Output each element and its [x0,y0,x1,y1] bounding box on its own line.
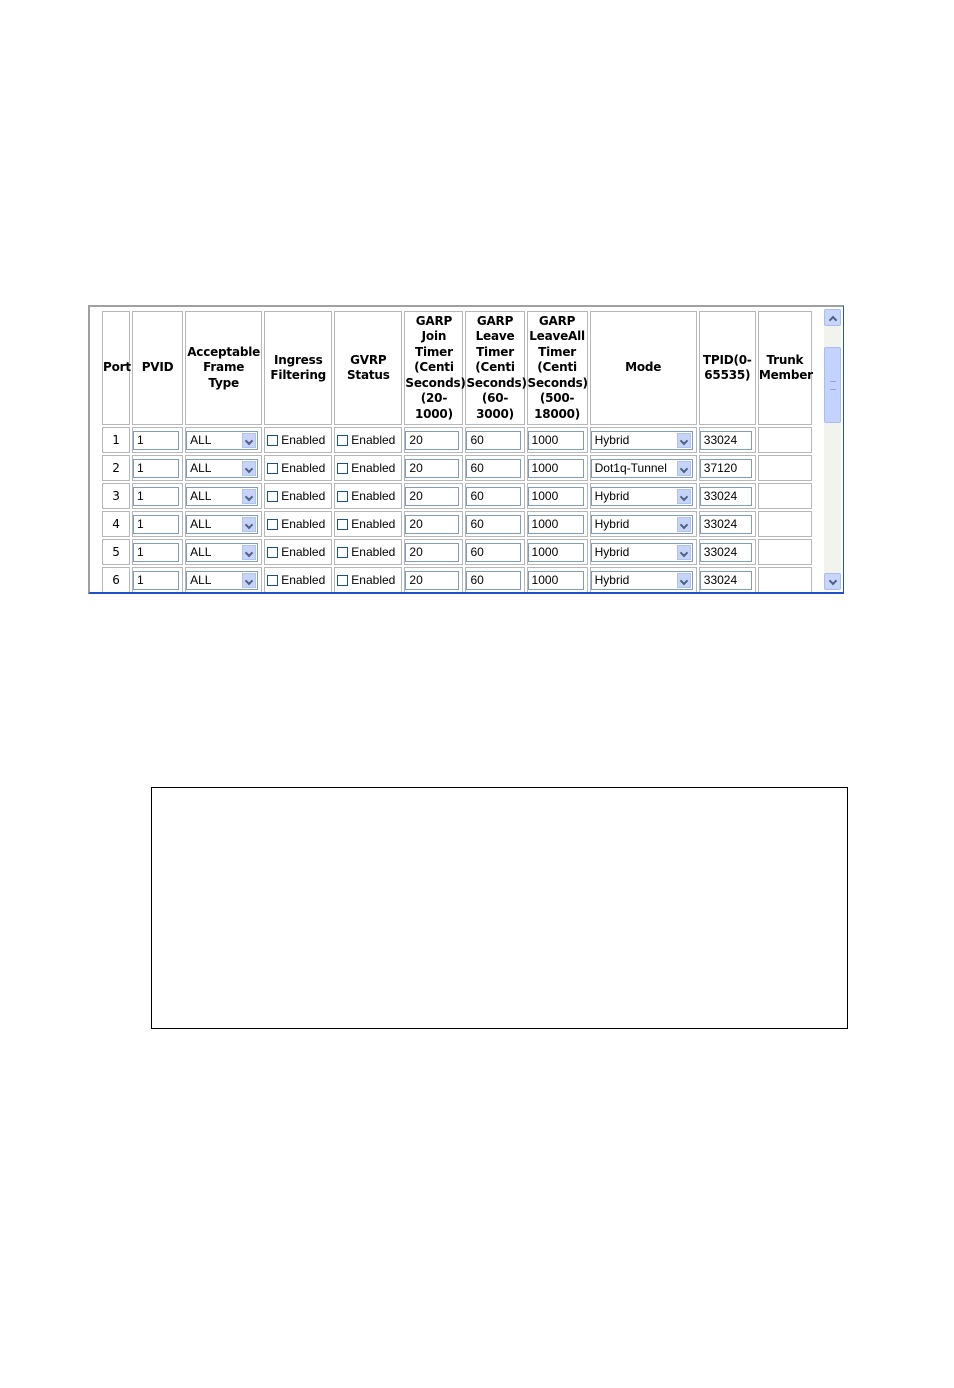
header-line: (Centi [537,360,577,375]
pvid-input[interactable]: 1 [133,543,179,562]
header-line: Mode [625,360,662,375]
ingress-filtering-checkbox-label: Enabled [281,433,326,447]
garp-join-cell [404,455,463,481]
garp-leave-input[interactable]: 60 [466,543,520,562]
ingress-filtering-cell [264,483,332,509]
header-line: Seconds) [466,375,527,390]
vertical-scrollbar[interactable] [824,309,841,590]
header-frame-type [185,311,262,425]
ingress-filtering-cell [264,567,332,593]
ingress-filtering-checkbox-box[interactable] [267,575,278,586]
mode-cell [590,539,697,565]
garp-leave-input[interactable]: 60 [466,571,520,590]
gvrp-status-checkbox-box[interactable] [337,491,348,502]
frame-type-select-value: ALL [190,572,212,587]
gvrp-status-cell [334,567,402,593]
chevron-up-icon[interactable] [824,309,841,326]
pvid-cell [132,511,183,537]
pvid-input[interactable]: 1 [133,459,179,478]
tpid-input[interactable]: 33024 [700,543,752,562]
tpid-cell [699,455,756,481]
trunk-member-cell [758,483,812,509]
frame-type-select[interactable] [186,459,258,478]
garp-leaveall-input[interactable]: 1000 [528,543,584,562]
frame-type-select-value: ALL [190,544,212,559]
garp-leave-cell [465,511,524,537]
header-line: TPID(0- [702,352,752,367]
header-line: Acceptable [187,344,261,359]
garp-leaveall-cell [527,511,588,537]
frame-type-select-value: ALL [190,516,212,531]
garp-leaveall-input[interactable]: 1000 [528,487,584,506]
frame-type-select-value: ALL [190,432,212,447]
frame-type-cell [185,427,262,453]
ingress-filtering-checkbox[interactable] [265,517,331,531]
gvrp-status-cell [334,483,402,509]
tpid-cell [699,539,756,565]
frame-type-cell [185,483,262,509]
gvrp-status-checkbox-box[interactable] [337,435,348,446]
gvrp-status-checkbox[interactable] [335,573,401,587]
ingress-filtering-checkbox-box[interactable] [267,463,278,474]
tpid-input[interactable]: 37120 [700,459,752,478]
gvrp-status-checkbox[interactable] [335,433,401,447]
chevron-down-icon[interactable] [677,433,691,448]
ingress-filtering-checkbox-box[interactable] [267,519,278,530]
tpid-input[interactable]: 33024 [700,431,752,450]
header-line: GARP [415,313,453,328]
header-pvid [132,311,183,425]
frame-type-select[interactable] [186,487,258,506]
gvrp-status-checkbox-box[interactable] [337,463,348,474]
table-row [102,539,812,565]
ingress-filtering-checkbox-box[interactable] [267,547,278,558]
header-line: Seconds) [527,375,588,390]
header-line: GARP [538,313,576,328]
frame-type-select-value: ALL [190,488,212,503]
mode-cell [590,511,697,537]
ingress-filtering-checkbox-label: Enabled [281,545,326,559]
trunk-member-cell [758,511,812,537]
chevron-down-icon[interactable] [824,573,841,590]
mode-select[interactable] [591,543,693,562]
table-row [102,511,812,537]
header-ingress-filtering [264,311,332,425]
garp-leave-input[interactable]: 60 [466,431,520,450]
garp-leave-input[interactable]: 60 [466,459,520,478]
header-line: LeaveAll [529,329,585,344]
garp-leaveall-input[interactable]: 1000 [528,459,584,478]
header-line: PVID [141,360,174,375]
tpid-cell [699,511,756,537]
header-line: Trunk [766,352,804,367]
garp-leaveall-input[interactable]: 1000 [528,515,584,534]
header-line: Leave [475,329,515,344]
header-garp-leave-timer [465,311,527,425]
garp-join-input[interactable]: 20 [405,459,459,478]
garp-join-cell [404,483,463,509]
mode-select-value: Hybrid [594,544,630,559]
ingress-filtering-checkbox-box[interactable] [267,435,278,446]
chevron-down-icon[interactable] [677,573,691,588]
chevron-down-icon[interactable] [677,517,691,532]
mode-select[interactable] [591,515,693,534]
mode-cell [590,483,697,509]
empty-text-frame [151,787,848,1029]
table-row [102,455,812,481]
gvrp-status-checkbox[interactable] [335,545,401,559]
gvrp-status-checkbox[interactable] [335,517,401,531]
header-line: (Centi [414,360,454,375]
tpid-cell [699,427,756,453]
chevron-down-icon[interactable] [677,461,691,476]
gvrp-status-checkbox-label: Enabled [351,433,396,447]
garp-leave-input[interactable]: 60 [466,487,520,506]
header-line: Port [103,360,131,375]
header-tpid [699,311,756,425]
ingress-filtering-checkbox-label: Enabled [281,573,326,587]
header-garp-leaveall-timer [527,311,588,425]
garp-join-input[interactable]: 20 [405,543,459,562]
garp-join-cell [404,511,463,537]
frame-type-select[interactable] [186,515,258,534]
ingress-filtering-checkbox[interactable] [265,461,331,475]
garp-join-input[interactable]: 20 [405,571,459,590]
port-cell: 6 [102,567,130,593]
mode-select-value: Hybrid [594,516,630,531]
pvid-cell [132,427,183,453]
gvrp-status-cell [334,427,402,453]
mode-cell [590,567,697,593]
garp-leave-cell [465,539,524,565]
ingress-filtering-checkbox-box[interactable] [267,491,278,502]
ingress-filtering-checkbox[interactable] [265,489,331,503]
header-line: Filtering [270,368,327,382]
header-line: (60-3000) [476,391,514,421]
gvrp-status-checkbox-box[interactable] [337,519,348,530]
chevron-down-icon[interactable] [677,545,691,560]
ingress-filtering-cell [264,539,332,565]
garp-leave-cell [465,427,524,453]
gvrp-status-checkbox-label: Enabled [351,517,396,531]
garp-leaveall-input[interactable]: 1000 [528,431,584,450]
port-cell: 1 [102,427,130,453]
pvid-cell [132,539,183,565]
ingress-filtering-checkbox[interactable] [265,573,331,587]
garp-leaveall-cell [527,427,588,453]
frame-type-cell [185,511,262,537]
gvrp-status-checkbox-box[interactable] [337,575,348,586]
ingress-filtering-checkbox[interactable] [265,545,331,559]
tpid-cell [699,567,756,593]
trunk-member-cell [758,455,812,481]
pvid-cell [132,455,183,481]
header-line: Frame Type [203,360,245,390]
gvrp-status-checkbox[interactable] [335,489,401,503]
header-port [102,311,130,425]
header-garp-join-timer [404,311,466,425]
ingress-filtering-cell [264,455,332,481]
frame-type-select[interactable] [186,431,258,450]
pvid-input[interactable]: 1 [133,571,179,590]
mode-select-value: Hybrid [594,488,630,503]
header-line: Join [421,329,447,344]
garp-leaveall-cell [527,539,588,565]
header-line: Member [758,368,813,382]
ingress-filtering-checkbox-label: Enabled [281,517,326,531]
header-line: Timer [414,344,453,359]
header-line: (Centi [475,360,515,375]
pvid-input[interactable]: 1 [133,487,179,506]
table-row [102,567,812,593]
tpid-input[interactable]: 33024 [700,515,752,534]
chevron-down-icon[interactable] [242,489,256,504]
pvid-cell [132,567,183,593]
ingress-filtering-checkbox-label: Enabled [281,461,326,475]
header-line: GARP [476,313,514,328]
port-cell: 2 [102,455,130,481]
garp-leave-cell [465,455,524,481]
header-line: Seconds) [405,375,466,390]
trunk-member-cell [758,567,812,593]
ingress-filtering-checkbox-label: Enabled [281,489,326,503]
gvrp-status-checkbox-box[interactable] [337,547,348,558]
chevron-down-icon[interactable] [242,433,256,448]
garp-join-input[interactable]: 20 [405,515,459,534]
frame-type-select-value: ALL [190,460,212,475]
garp-leaveall-input[interactable]: 1000 [528,571,584,590]
tpid-input[interactable]: 33024 [700,487,752,506]
scrollbar-thumb[interactable] [824,347,841,423]
port-settings-panel [88,305,844,594]
ingress-filtering-cell [264,427,332,453]
mode-select-value: Dot1q-Tunnel [594,460,667,475]
port-cell: 3 [102,483,130,509]
garp-leave-cell [465,567,524,593]
garp-leaveall-cell [527,483,588,509]
gvrp-status-cell [334,455,402,481]
gvrp-status-checkbox-label: Enabled [351,461,396,475]
mode-select[interactable] [591,487,693,506]
gvrp-status-checkbox-label: Enabled [351,489,396,503]
header-line: 18000) [534,406,581,421]
garp-leaveall-cell [527,455,588,481]
chevron-down-icon[interactable] [242,573,256,588]
table-row [102,483,812,509]
header-line: 65535) [704,368,751,382]
garp-leaveall-cell [527,567,588,593]
chevron-down-icon[interactable] [242,461,256,476]
chevron-down-icon[interactable] [677,489,691,504]
ingress-filtering-checkbox[interactable] [265,433,331,447]
tpid-input[interactable]: 33024 [700,571,752,590]
gvrp-status-checkbox-label: Enabled [351,545,396,559]
mode-select-value: Hybrid [594,572,630,587]
pvid-input[interactable]: 1 [133,431,179,450]
mode-select-value: Hybrid [594,432,630,447]
frame-type-select[interactable] [186,571,258,590]
table-row [102,427,812,453]
table-header-row [102,311,812,425]
header-line: Timer [476,344,514,359]
header-line: (500- [539,391,575,406]
port-settings-table [100,309,814,594]
garp-leave-input[interactable]: 60 [466,515,520,534]
header-line: Status [346,368,390,382]
port-cell: 5 [102,539,130,565]
pvid-input[interactable]: 1 [133,515,179,534]
mode-cell [590,455,697,481]
mode-select[interactable] [591,431,693,450]
frame-type-select[interactable] [186,543,258,562]
mode-select[interactable] [591,459,693,478]
header-trunk-member [758,311,812,425]
frame-type-cell [185,567,262,593]
gvrp-status-cell [334,511,402,537]
pvid-cell [132,483,183,509]
trunk-member-cell [758,539,812,565]
gvrp-status-checkbox-label: Enabled [351,573,396,587]
header-line: Timer [538,344,577,359]
garp-join-cell [404,539,463,565]
frame-type-cell [185,539,262,565]
chevron-down-icon[interactable] [242,517,256,532]
header-line: Ingress [273,352,323,367]
frame-type-cell [185,455,262,481]
tpid-cell [699,483,756,509]
ingress-filtering-cell [264,511,332,537]
header-gvrp-status [334,311,402,425]
port-cell: 4 [102,511,130,537]
garp-join-input[interactable]: 20 [405,487,459,506]
mode-select[interactable] [591,571,693,590]
garp-join-input[interactable]: 20 [405,431,459,450]
chevron-down-icon[interactable] [242,545,256,560]
gvrp-status-cell [334,539,402,565]
header-line: (20-1000) [414,391,453,421]
garp-join-cell [404,567,463,593]
trunk-member-cell [758,427,812,453]
garp-leave-cell [465,483,524,509]
mode-cell [590,427,697,453]
gvrp-status-checkbox[interactable] [335,461,401,475]
header-mode [590,311,697,425]
header-line: GVRP [350,352,387,367]
garp-join-cell [404,427,463,453]
